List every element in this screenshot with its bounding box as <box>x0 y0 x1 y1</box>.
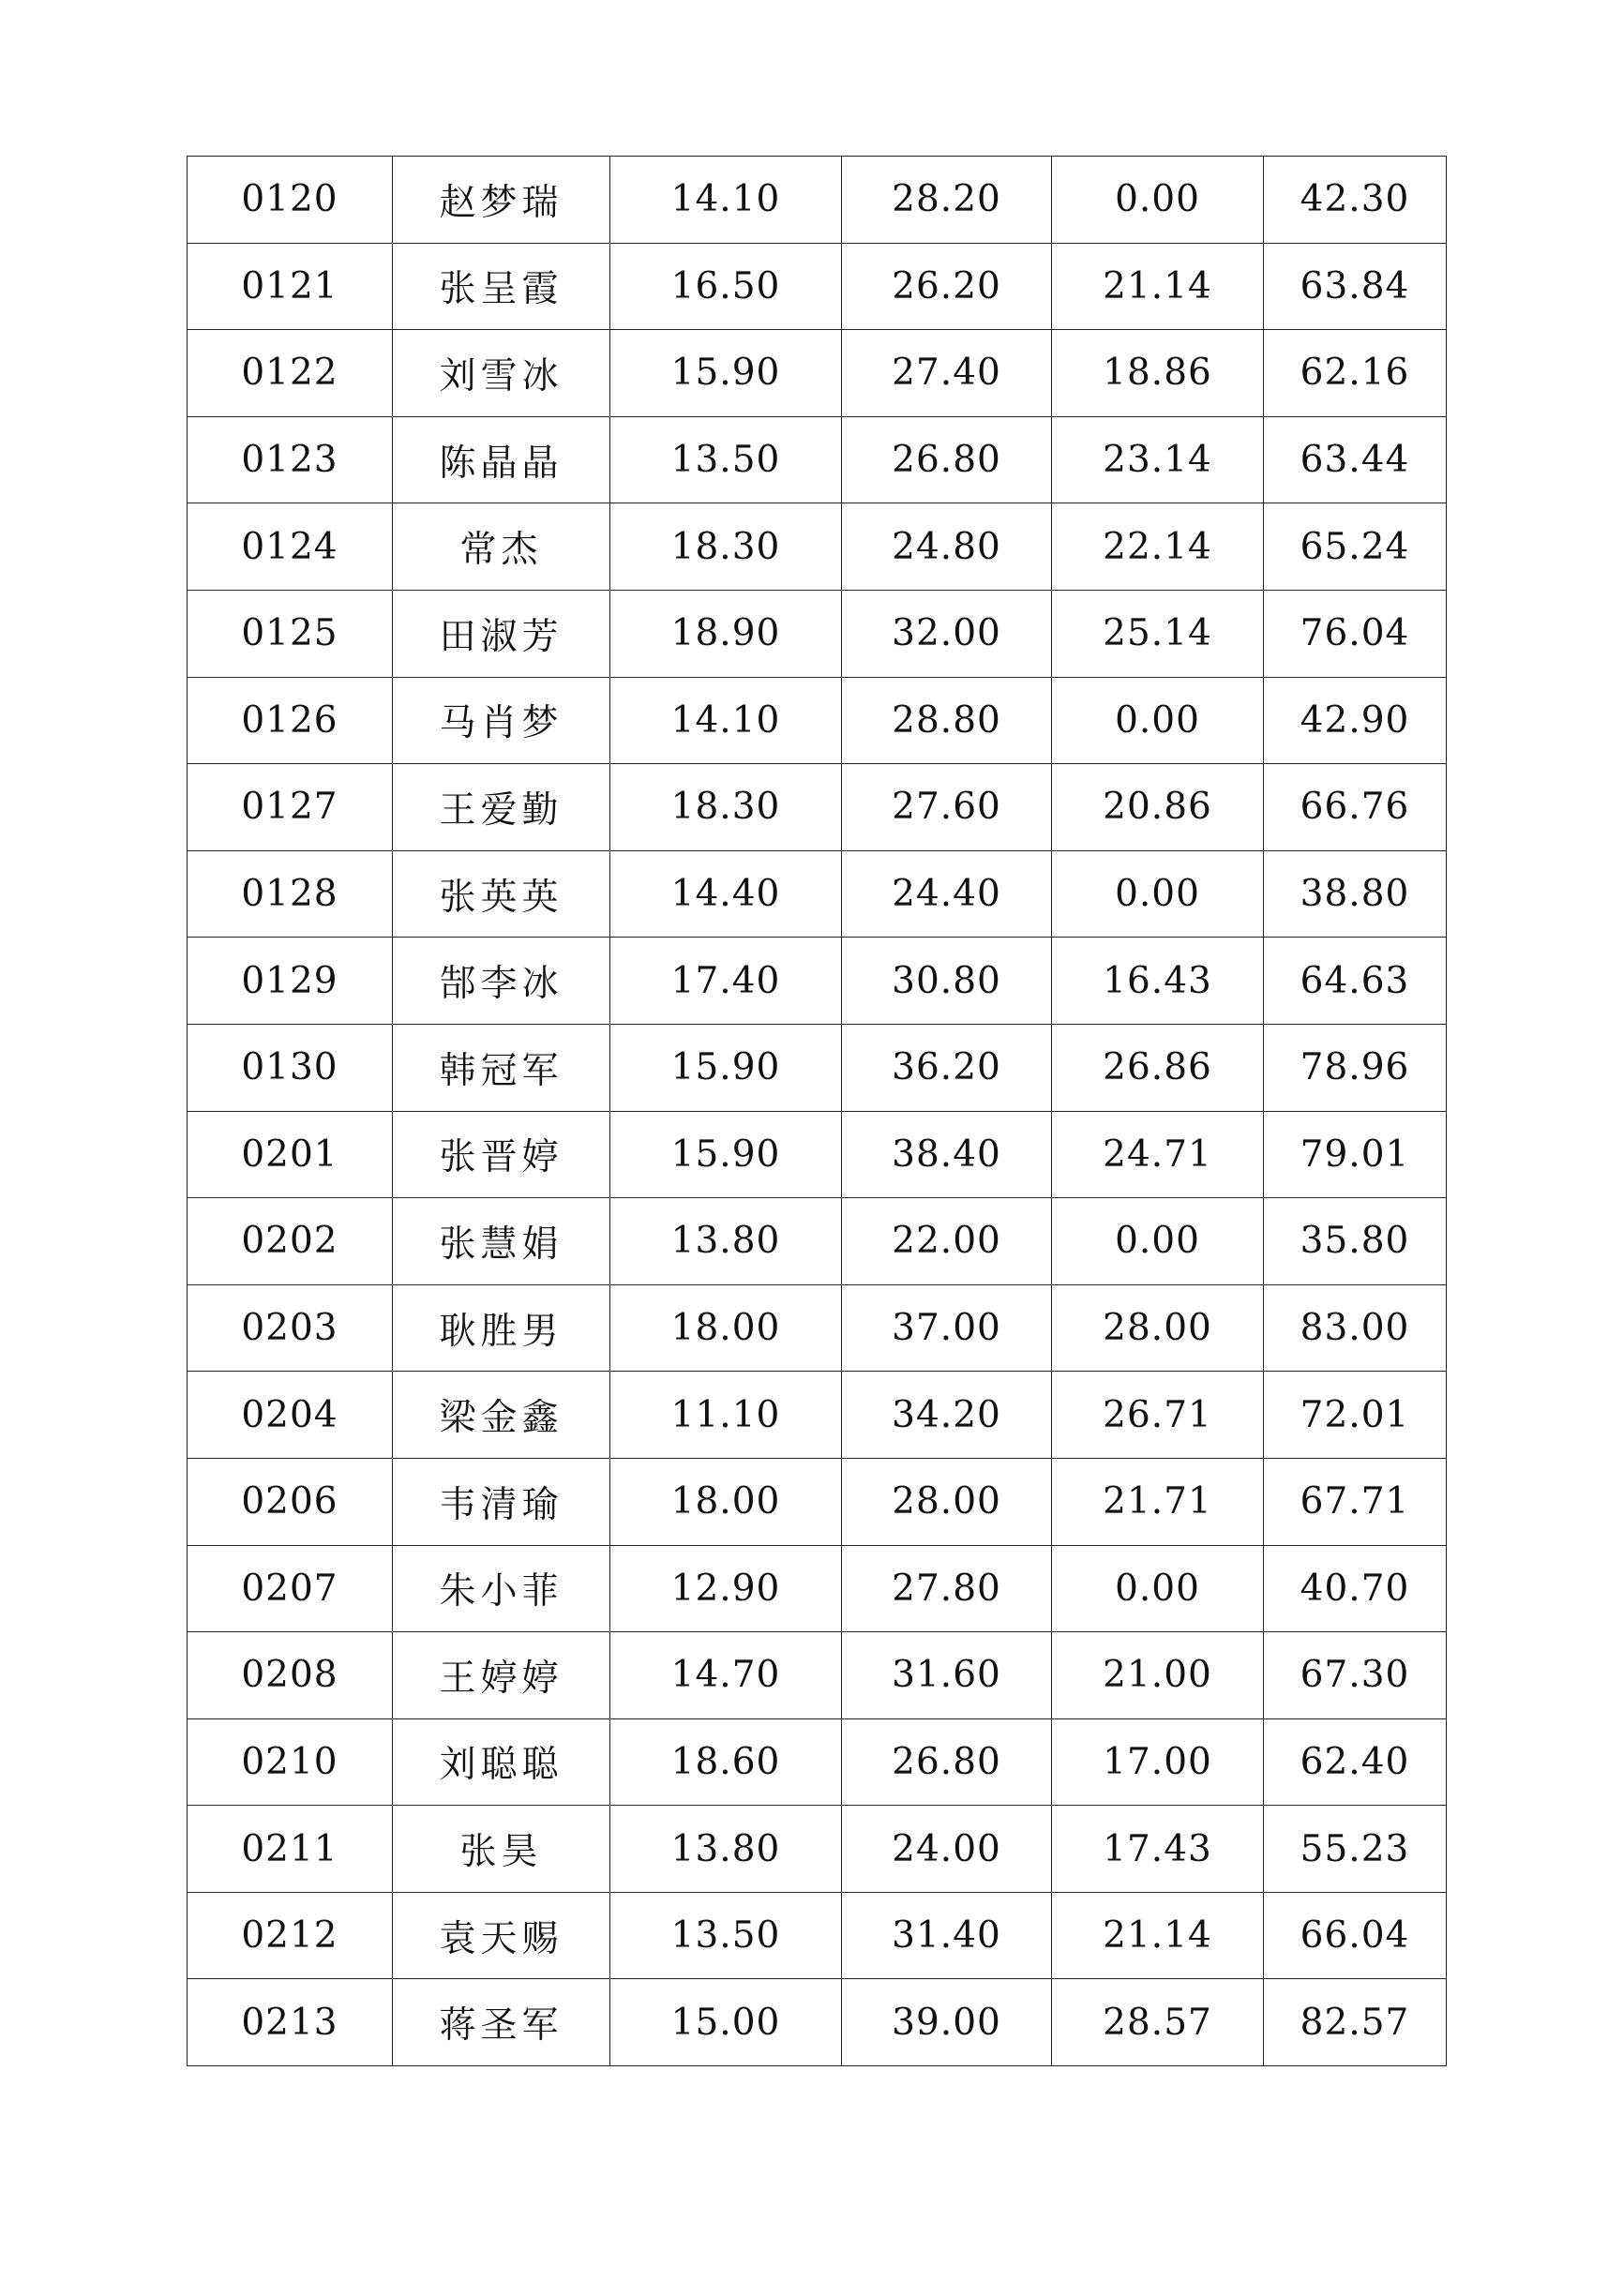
score-3-cell: 25.14 <box>1052 590 1264 677</box>
score-3-cell: 16.43 <box>1052 938 1264 1025</box>
total-score-cell: 62.40 <box>1264 1718 1447 1806</box>
exam-number-cell: 0202 <box>188 1198 393 1285</box>
total-score-cell: 65.24 <box>1264 503 1447 591</box>
table-row <box>188 938 1447 1025</box>
exam-number-cell: 0210 <box>188 1718 393 1806</box>
score-1-cell: 17.40 <box>610 938 842 1025</box>
score-1-cell: 14.10 <box>610 157 842 244</box>
name-cell: 张英英 <box>393 850 610 938</box>
total-score-cell: 83.00 <box>1264 1284 1447 1372</box>
name-cell: 刘聪聪 <box>393 1718 610 1806</box>
score-3-cell: 21.00 <box>1052 1632 1264 1719</box>
score-3-cell: 20.86 <box>1052 764 1264 851</box>
score-3-cell: 0.00 <box>1052 157 1264 244</box>
table-row <box>188 590 1447 677</box>
name-cell: 张呈霞 <box>393 243 610 330</box>
table-row <box>188 1024 1447 1111</box>
name-cell: 梁金鑫 <box>393 1372 610 1459</box>
total-score-cell: 79.01 <box>1264 1111 1447 1198</box>
total-score-cell: 76.04 <box>1264 590 1447 677</box>
score-1-cell: 18.00 <box>610 1284 842 1372</box>
score-2-cell: 28.00 <box>842 1458 1052 1545</box>
exam-number-cell: 0206 <box>188 1458 393 1545</box>
score-2-cell: 36.20 <box>842 1024 1052 1111</box>
score-3-cell: 21.14 <box>1052 1892 1264 1979</box>
score-2-cell: 37.00 <box>842 1284 1052 1372</box>
name-cell: 郜李冰 <box>393 938 610 1025</box>
name-cell: 张昊 <box>393 1806 610 1893</box>
table-row <box>188 1284 1447 1372</box>
name-cell: 耿胜男 <box>393 1284 610 1372</box>
score-2-cell: 30.80 <box>842 938 1052 1025</box>
score-1-cell: 15.00 <box>610 1979 842 2066</box>
table-row <box>188 1979 1447 2066</box>
exam-number-cell: 0124 <box>188 503 393 591</box>
name-cell: 常杰 <box>393 503 610 591</box>
score-1-cell: 18.30 <box>610 764 842 851</box>
exam-number-cell: 0208 <box>188 1632 393 1719</box>
exam-number-cell: 0207 <box>188 1545 393 1632</box>
score-2-cell: 28.80 <box>842 677 1052 764</box>
score-3-cell: 18.86 <box>1052 330 1264 417</box>
score-3-cell: 21.71 <box>1052 1458 1264 1545</box>
total-score-cell: 63.44 <box>1264 416 1447 503</box>
score-3-cell: 26.86 <box>1052 1024 1264 1111</box>
table-row <box>188 243 1447 330</box>
table-row <box>188 1718 1447 1806</box>
score-3-cell: 0.00 <box>1052 1198 1264 1285</box>
table-row <box>188 503 1447 591</box>
score-2-cell: 39.00 <box>842 1979 1052 2066</box>
score-1-cell: 15.90 <box>610 330 842 417</box>
name-cell: 赵梦瑞 <box>393 157 610 244</box>
total-score-cell: 35.80 <box>1264 1198 1447 1285</box>
total-score-cell: 72.01 <box>1264 1372 1447 1459</box>
score-3-cell: 23.14 <box>1052 416 1264 503</box>
score-3-cell: 0.00 <box>1052 1545 1264 1632</box>
exam-number-cell: 0127 <box>188 764 393 851</box>
name-cell: 韩冠军 <box>393 1024 610 1111</box>
score-2-cell: 26.80 <box>842 1718 1052 1806</box>
total-score-cell: 42.30 <box>1264 157 1447 244</box>
table-row <box>188 1111 1447 1198</box>
total-score-cell: 64.63 <box>1264 938 1447 1025</box>
exam-number-cell: 0120 <box>188 157 393 244</box>
score-1-cell: 14.70 <box>610 1632 842 1719</box>
total-score-cell: 55.23 <box>1264 1806 1447 1893</box>
score-1-cell: 18.30 <box>610 503 842 591</box>
total-score-cell: 67.71 <box>1264 1458 1447 1545</box>
score-2-cell: 34.20 <box>842 1372 1052 1459</box>
score-1-cell: 14.40 <box>610 850 842 938</box>
score-1-cell: 15.90 <box>610 1024 842 1111</box>
name-cell: 王爱勤 <box>393 764 610 851</box>
table-row <box>188 677 1447 764</box>
total-score-cell: 62.16 <box>1264 330 1447 417</box>
score-3-cell: 21.14 <box>1052 243 1264 330</box>
score-3-cell: 28.57 <box>1052 1979 1264 2066</box>
score-1-cell: 13.80 <box>610 1198 842 1285</box>
score-table <box>187 156 1447 2066</box>
score-2-cell: 31.60 <box>842 1632 1052 1719</box>
total-score-cell: 63.84 <box>1264 243 1447 330</box>
score-table-body <box>188 157 1447 2066</box>
score-3-cell: 17.43 <box>1052 1806 1264 1893</box>
name-cell: 田淑芳 <box>393 590 610 677</box>
table-row <box>188 850 1447 938</box>
total-score-cell: 66.04 <box>1264 1892 1447 1979</box>
score-1-cell: 18.60 <box>610 1718 842 1806</box>
score-3-cell: 22.14 <box>1052 503 1264 591</box>
table-row <box>188 416 1447 503</box>
score-1-cell: 16.50 <box>610 243 842 330</box>
score-2-cell: 24.80 <box>842 503 1052 591</box>
exam-number-cell: 0212 <box>188 1892 393 1979</box>
exam-number-cell: 0123 <box>188 416 393 503</box>
table-row <box>188 330 1447 417</box>
score-1-cell: 13.80 <box>610 1806 842 1893</box>
exam-number-cell: 0211 <box>188 1806 393 1893</box>
name-cell: 朱小菲 <box>393 1545 610 1632</box>
score-2-cell: 32.00 <box>842 590 1052 677</box>
name-cell: 刘雪冰 <box>393 330 610 417</box>
exam-number-cell: 0213 <box>188 1979 393 2066</box>
score-1-cell: 13.50 <box>610 1892 842 1979</box>
total-score-cell: 40.70 <box>1264 1545 1447 1632</box>
name-cell: 蒋圣军 <box>393 1979 610 2066</box>
table-row <box>188 764 1447 851</box>
total-score-cell: 78.96 <box>1264 1024 1447 1111</box>
table-row <box>188 1198 1447 1285</box>
score-3-cell: 17.00 <box>1052 1718 1264 1806</box>
exam-number-cell: 0203 <box>188 1284 393 1372</box>
name-cell: 张慧娟 <box>393 1198 610 1285</box>
score-3-cell: 28.00 <box>1052 1284 1264 1372</box>
table-row <box>188 157 1447 244</box>
score-2-cell: 22.00 <box>842 1198 1052 1285</box>
table-row <box>188 1545 1447 1632</box>
score-3-cell: 26.71 <box>1052 1372 1264 1459</box>
total-score-cell: 66.76 <box>1264 764 1447 851</box>
table-row <box>188 1892 1447 1979</box>
name-cell: 张晋婷 <box>393 1111 610 1198</box>
score-1-cell: 11.10 <box>610 1372 842 1459</box>
score-2-cell: 27.40 <box>842 330 1052 417</box>
exam-number-cell: 0201 <box>188 1111 393 1198</box>
exam-number-cell: 0130 <box>188 1024 393 1111</box>
table-row <box>188 1806 1447 1893</box>
name-cell: 袁天赐 <box>393 1892 610 1979</box>
score-2-cell: 38.40 <box>842 1111 1052 1198</box>
score-1-cell: 12.90 <box>610 1545 842 1632</box>
total-score-cell: 82.57 <box>1264 1979 1447 2066</box>
score-1-cell: 15.90 <box>610 1111 842 1198</box>
score-2-cell: 26.20 <box>842 243 1052 330</box>
exam-number-cell: 0122 <box>188 330 393 417</box>
exam-number-cell: 0129 <box>188 938 393 1025</box>
score-3-cell: 0.00 <box>1052 677 1264 764</box>
score-3-cell: 0.00 <box>1052 850 1264 938</box>
score-2-cell: 24.40 <box>842 850 1052 938</box>
score-2-cell: 31.40 <box>842 1892 1052 1979</box>
table-row <box>188 1372 1447 1459</box>
total-score-cell: 38.80 <box>1264 850 1447 938</box>
name-cell: 韦清瑜 <box>393 1458 610 1545</box>
table-row <box>188 1458 1447 1545</box>
score-3-cell: 24.71 <box>1052 1111 1264 1198</box>
score-1-cell: 18.90 <box>610 590 842 677</box>
score-2-cell: 28.20 <box>842 157 1052 244</box>
score-2-cell: 27.60 <box>842 764 1052 851</box>
name-cell: 陈晶晶 <box>393 416 610 503</box>
score-2-cell: 27.80 <box>842 1545 1052 1632</box>
exam-number-cell: 0204 <box>188 1372 393 1459</box>
table-row <box>188 1632 1447 1719</box>
name-cell: 马肖梦 <box>393 677 610 764</box>
score-1-cell: 13.50 <box>610 416 842 503</box>
total-score-cell: 67.30 <box>1264 1632 1447 1719</box>
exam-number-cell: 0126 <box>188 677 393 764</box>
exam-number-cell: 0125 <box>188 590 393 677</box>
score-2-cell: 24.00 <box>842 1806 1052 1893</box>
score-1-cell: 14.10 <box>610 677 842 764</box>
name-cell: 王婷婷 <box>393 1632 610 1719</box>
exam-number-cell: 0121 <box>188 243 393 330</box>
total-score-cell: 42.90 <box>1264 677 1447 764</box>
exam-number-cell: 0128 <box>188 850 393 938</box>
score-2-cell: 26.80 <box>842 416 1052 503</box>
score-1-cell: 18.00 <box>610 1458 842 1545</box>
